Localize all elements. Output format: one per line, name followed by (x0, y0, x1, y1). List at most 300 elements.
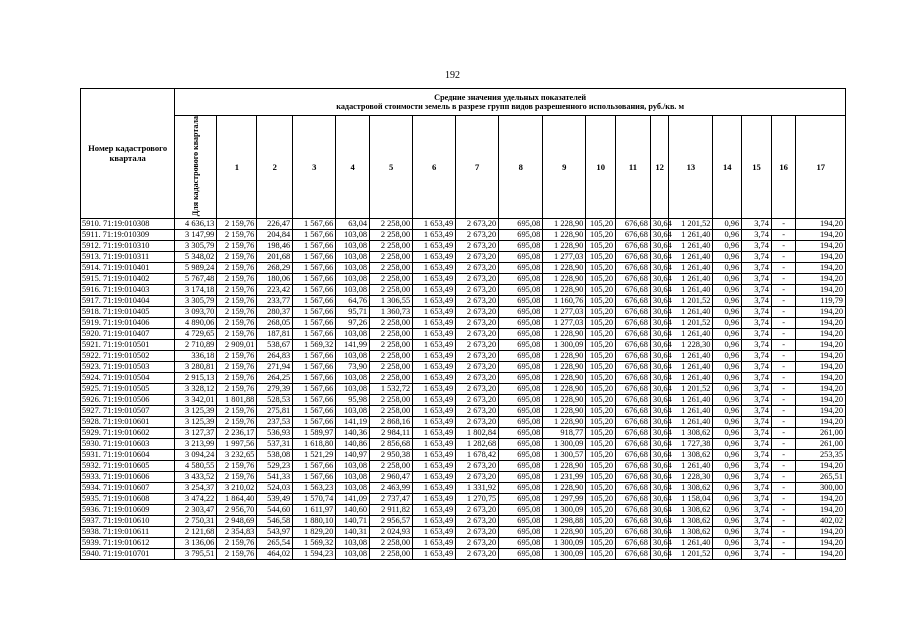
row-value: 194,20 (796, 251, 846, 262)
header-group-9: 9 (543, 116, 586, 219)
row-quarter-id: 5912. 71:19:010310 (81, 240, 175, 251)
row-value: 3 795,51 (175, 548, 217, 559)
row-value: - (771, 471, 796, 482)
table-row (81, 438, 846, 449)
row-value: 103,08 (336, 350, 370, 361)
row-value: 261,00 (796, 438, 846, 449)
row-value: 676,68 (616, 229, 651, 240)
row-value: 3 328,12 (175, 383, 217, 394)
row-value: 2 258,00 (370, 328, 413, 339)
row-value: 695,08 (499, 460, 543, 471)
row-value: 105,20 (586, 493, 616, 504)
row-value: 1 802,84 (456, 427, 499, 438)
row-value: 1 308,62 (669, 427, 713, 438)
row-value: 1 653,49 (413, 460, 456, 471)
row-quarter-id: 5922. 71:19:010502 (81, 350, 175, 361)
row-value: 1 653,49 (413, 273, 456, 284)
row-value: 2 258,00 (370, 251, 413, 262)
row-value: 1 653,49 (413, 251, 456, 262)
header-group-17: 17 (796, 116, 846, 219)
row-value: 2 159,76 (217, 317, 257, 328)
row-quarter-id: 5932. 71:19:010605 (81, 460, 175, 471)
row-value: 4 636,13 (175, 218, 217, 229)
row-value: 194,20 (796, 394, 846, 405)
row-value: 1 727,38 (669, 438, 713, 449)
row-value: 3 093,70 (175, 306, 217, 317)
table-row (81, 515, 846, 526)
row-value: 194,20 (796, 493, 846, 504)
row-value: 1 653,49 (413, 218, 456, 229)
row-value: 105,20 (586, 262, 616, 273)
row-value: 0,96 (713, 218, 742, 229)
row-value: 2 960,47 (370, 471, 413, 482)
table-row (81, 471, 846, 482)
row-value: 30,64 (650, 251, 668, 262)
row-value: 537,31 (257, 438, 293, 449)
row-value: 1 261,40 (669, 262, 713, 273)
row-value: 3,74 (742, 526, 772, 537)
row-value: 5 989,24 (175, 262, 217, 273)
header-group-2: 2 (257, 116, 293, 219)
row-value: 676,68 (616, 218, 651, 229)
row-value: 2 159,76 (217, 251, 257, 262)
row-value: 464,02 (257, 548, 293, 559)
row-value: 676,68 (616, 526, 651, 537)
row-value: 2 950,38 (370, 449, 413, 460)
row-value: 3,74 (742, 339, 772, 350)
row-value: 676,68 (616, 251, 651, 262)
row-value: 2 159,76 (217, 405, 257, 416)
row-value: 30,64 (650, 240, 668, 251)
row-value: 30,64 (650, 350, 668, 361)
row-quarter-id: 5927. 71:19:010507 (81, 405, 175, 416)
row-value: 1 653,49 (413, 515, 456, 526)
row-value: - (771, 394, 796, 405)
row-value: 3 305,79 (175, 295, 217, 306)
row-value: 105,20 (586, 416, 616, 427)
row-value: 194,20 (796, 460, 846, 471)
row-value: 194,20 (796, 383, 846, 394)
row-value: 2 673,20 (456, 460, 499, 471)
row-value: - (771, 240, 796, 251)
row-value: 1 300,09 (543, 339, 586, 350)
table-row (81, 427, 846, 438)
row-value: 1 653,49 (413, 350, 456, 361)
table-row (81, 416, 846, 427)
row-value: 0,96 (713, 251, 742, 262)
row-value: 3 174,18 (175, 284, 217, 295)
row-value: 0,96 (713, 306, 742, 317)
row-value: 103,08 (336, 328, 370, 339)
row-value: - (771, 416, 796, 427)
row-value: 1 201,52 (669, 295, 713, 306)
row-value: 2 673,20 (456, 405, 499, 416)
row-value: 30,64 (650, 262, 668, 273)
row-value: 695,08 (499, 504, 543, 515)
row-value: 264,25 (257, 372, 293, 383)
row-value: 103,08 (336, 240, 370, 251)
row-value: 676,68 (616, 460, 651, 471)
row-value: 695,08 (499, 526, 543, 537)
row-value: 1 618,80 (293, 438, 336, 449)
row-value: 2 915,13 (175, 372, 217, 383)
row-value: - (771, 383, 796, 394)
row-value: 1 308,62 (669, 504, 713, 515)
table-row (81, 295, 846, 306)
row-value: 2 159,76 (217, 471, 257, 482)
header-group-14: 14 (713, 116, 742, 219)
row-value: 1 228,90 (543, 328, 586, 339)
row-value: 1 653,49 (413, 405, 456, 416)
row-value: 0,96 (713, 427, 742, 438)
row-value: 1 569,32 (293, 339, 336, 350)
row-value: 676,68 (616, 383, 651, 394)
row-value: 695,08 (499, 372, 543, 383)
row-value: 695,08 (499, 548, 543, 559)
row-value: 0,96 (713, 350, 742, 361)
row-value: 0,96 (713, 394, 742, 405)
row-value: 0,96 (713, 526, 742, 537)
row-value: - (771, 548, 796, 559)
row-value: 4 729,65 (175, 328, 217, 339)
row-value: 194,20 (796, 526, 846, 537)
row-value: 2 258,00 (370, 240, 413, 251)
row-value: 141,19 (336, 416, 370, 427)
row-value: 194,20 (796, 218, 846, 229)
table-row (81, 262, 846, 273)
row-value: 1 228,90 (543, 273, 586, 284)
row-value: 1 653,49 (413, 438, 456, 449)
row-value: 30,64 (650, 460, 668, 471)
row-value: 2 948,69 (217, 515, 257, 526)
row-value: 402,02 (796, 515, 846, 526)
row-value: 695,08 (499, 273, 543, 284)
row-value: 0,96 (713, 471, 742, 482)
row-value: 3 474,22 (175, 493, 217, 504)
row-value: 676,68 (616, 471, 651, 482)
row-value: 1 261,40 (669, 372, 713, 383)
row-value: 1 261,40 (669, 460, 713, 471)
row-value: 1 653,49 (413, 526, 456, 537)
row-value: 2 911,82 (370, 504, 413, 515)
row-value: 2 159,76 (217, 273, 257, 284)
row-value: 2 956,57 (370, 515, 413, 526)
row-value: 3,74 (742, 482, 772, 493)
row-value: 2 673,20 (456, 372, 499, 383)
row-quarter-id: 5919. 71:19:010406 (81, 317, 175, 328)
row-value: 30,64 (650, 438, 668, 449)
row-value: 1 653,49 (413, 262, 456, 273)
row-value: 1 653,49 (413, 229, 456, 240)
row-value: 1 567,66 (293, 372, 336, 383)
row-value: 194,20 (796, 405, 846, 416)
row-value: 2 159,76 (217, 537, 257, 548)
row-value: 1 261,40 (669, 405, 713, 416)
row-value: 695,08 (499, 383, 543, 394)
row-value: 3,74 (742, 416, 772, 427)
row-value: 1 277,03 (543, 306, 586, 317)
row-value: 300,00 (796, 482, 846, 493)
table-row (81, 449, 846, 460)
row-value: 543,97 (257, 526, 293, 537)
row-value: 3,74 (742, 383, 772, 394)
row-value: 1 308,62 (669, 449, 713, 460)
row-value: 194,20 (796, 229, 846, 240)
table-row (81, 350, 846, 361)
row-value: 3,74 (742, 515, 772, 526)
row-value: 105,20 (586, 295, 616, 306)
header-group-11: 11 (616, 116, 651, 219)
row-value: 3 433,52 (175, 471, 217, 482)
row-value: - (771, 493, 796, 504)
row-value: 1 567,66 (293, 262, 336, 273)
row-value: 3,74 (742, 394, 772, 405)
row-value: 1 261,40 (669, 350, 713, 361)
row-quarter-id: 5926. 71:19:010506 (81, 394, 175, 405)
row-value: 105,20 (586, 284, 616, 295)
row-value: 3,74 (742, 372, 772, 383)
row-value: 1 270,75 (456, 493, 499, 504)
row-value: - (771, 460, 796, 471)
row-value: 528,53 (257, 394, 293, 405)
table-body (81, 218, 846, 559)
row-value: 2 868,16 (370, 416, 413, 427)
row-value: 1 261,40 (669, 284, 713, 295)
row-value: 1 653,49 (413, 471, 456, 482)
row-value: 194,20 (796, 350, 846, 361)
row-quarter-id: 5915. 71:19:010402 (81, 273, 175, 284)
row-value: 194,20 (796, 317, 846, 328)
row-value: 4 580,55 (175, 460, 217, 471)
row-value: 0,96 (713, 416, 742, 427)
header-for-quarter-label: Для кадастрового квартала (190, 116, 200, 217)
row-value: 1 308,62 (669, 526, 713, 537)
row-value: 2 673,20 (456, 548, 499, 559)
row-value: 1 300,09 (543, 548, 586, 559)
row-value: 2 673,20 (456, 240, 499, 251)
row-value: 1 653,49 (413, 339, 456, 350)
row-value: 1 611,97 (293, 504, 336, 515)
row-value: 180,06 (257, 273, 293, 284)
row-quarter-id: 5934. 71:19:010607 (81, 482, 175, 493)
row-value: 676,68 (616, 504, 651, 515)
row-quarter-id: 5918. 71:19:010405 (81, 306, 175, 317)
row-value: 194,20 (796, 537, 846, 548)
row-value: 141,09 (336, 493, 370, 504)
row-value: 0,96 (713, 383, 742, 394)
row-value: 1 297,99 (543, 493, 586, 504)
row-value: 2 673,20 (456, 339, 499, 350)
row-value: 97,26 (336, 317, 370, 328)
row-value: 1 360,73 (370, 306, 413, 317)
row-value: 204,84 (257, 229, 293, 240)
row-value: 194,20 (796, 416, 846, 427)
row-value: 103,08 (336, 229, 370, 240)
row-value: - (771, 262, 796, 273)
row-value: 30,64 (650, 372, 668, 383)
row-value: 2 159,76 (217, 262, 257, 273)
row-value: 1 653,49 (413, 317, 456, 328)
row-value: 676,68 (616, 273, 651, 284)
row-value: 2 258,00 (370, 548, 413, 559)
row-quarter-id: 5928. 71:19:010601 (81, 416, 175, 427)
row-quarter-id: 5913. 71:19:010311 (81, 251, 175, 262)
row-value: 676,68 (616, 416, 651, 427)
row-value: 5 348,02 (175, 251, 217, 262)
row-value: 237,53 (257, 416, 293, 427)
row-value: 3,74 (742, 504, 772, 515)
row-quarter-id: 5923. 71:19:010503 (81, 361, 175, 372)
row-value: 1 653,49 (413, 493, 456, 504)
row-value: 538,08 (257, 449, 293, 460)
row-quarter-id: 5937. 71:19:010610 (81, 515, 175, 526)
row-value: 140,36 (336, 427, 370, 438)
row-value: 676,68 (616, 548, 651, 559)
row-value: 1 261,40 (669, 229, 713, 240)
row-value: 2 159,76 (217, 284, 257, 295)
row-value: 1 653,49 (413, 383, 456, 394)
row-value: 105,20 (586, 515, 616, 526)
row-value: 676,68 (616, 405, 651, 416)
row-value: 105,20 (586, 372, 616, 383)
row-value: 3,74 (742, 438, 772, 449)
row-quarter-id: 5931. 71:19:010604 (81, 449, 175, 460)
row-value: 1 570,74 (293, 493, 336, 504)
row-value: - (771, 273, 796, 284)
row-value: 3,74 (742, 471, 772, 482)
row-quarter-id: 5914. 71:19:010401 (81, 262, 175, 273)
table-row (81, 460, 846, 471)
table-row (81, 240, 846, 251)
row-value: 0,96 (713, 548, 742, 559)
table-row (81, 537, 846, 548)
row-value: 1 653,49 (413, 306, 456, 317)
row-value: 1 567,66 (293, 251, 336, 262)
table-row (81, 405, 846, 416)
row-value: 3,74 (742, 427, 772, 438)
row-value: 1 282,68 (456, 438, 499, 449)
row-quarter-id: 5935. 71:19:010608 (81, 493, 175, 504)
row-value: 1 228,90 (543, 405, 586, 416)
row-value: 1 261,40 (669, 361, 713, 372)
row-value: 695,08 (499, 427, 543, 438)
row-value: 0,96 (713, 262, 742, 273)
row-value: 3 127,37 (175, 427, 217, 438)
row-value: 105,20 (586, 240, 616, 251)
header-quarter-number: Номер кадастрового квартала (81, 89, 175, 219)
header-main-line2: кадастровой стоимости земель в разрезе групп видов разрешенного использования, руб./кв. м (336, 102, 685, 111)
row-value: 2 159,76 (217, 383, 257, 394)
row-value: 1 594,23 (293, 548, 336, 559)
row-value: 103,08 (336, 460, 370, 471)
row-value: 2 159,76 (217, 416, 257, 427)
row-value: 1 567,66 (293, 383, 336, 394)
row-value: 1 532,72 (370, 383, 413, 394)
row-value: 261,00 (796, 427, 846, 438)
row-value: 2 673,20 (456, 416, 499, 427)
row-value: 1 653,49 (413, 328, 456, 339)
row-value: 695,08 (499, 471, 543, 482)
row-value: 3 125,39 (175, 405, 217, 416)
row-value: 676,68 (616, 240, 651, 251)
row-value: 3,74 (742, 537, 772, 548)
row-value: 2 673,20 (456, 328, 499, 339)
row-value: 1 880,10 (293, 515, 336, 526)
row-value: 0,96 (713, 438, 742, 449)
row-value: 1 228,30 (669, 471, 713, 482)
row-value: 194,20 (796, 273, 846, 284)
row-value: 264,83 (257, 350, 293, 361)
row-value: 1 653,49 (413, 372, 456, 383)
row-value: 194,20 (796, 240, 846, 251)
row-value: - (771, 372, 796, 383)
row-value: 233,77 (257, 295, 293, 306)
row-value: 1 228,90 (543, 361, 586, 372)
row-value: 103,08 (336, 548, 370, 559)
row-value: 2 258,00 (370, 350, 413, 361)
row-value: 1 864,40 (217, 493, 257, 504)
row-value: 1 567,66 (293, 317, 336, 328)
row-value: 1 228,90 (543, 240, 586, 251)
row-value: 2 159,76 (217, 240, 257, 251)
row-value: 1 201,52 (669, 218, 713, 229)
row-value: 2 673,20 (456, 383, 499, 394)
row-value: 1 201,52 (669, 317, 713, 328)
row-value: 676,68 (616, 317, 651, 328)
row-value: 695,08 (499, 350, 543, 361)
row-value: 2 159,76 (217, 218, 257, 229)
row-value: 30,64 (650, 416, 668, 427)
row-value: 194,20 (796, 548, 846, 559)
header-group-12: 12 (650, 116, 668, 219)
row-value: 676,68 (616, 350, 651, 361)
row-value: 1 261,40 (669, 306, 713, 317)
row-value: 695,08 (499, 493, 543, 504)
row-value: 1 653,49 (413, 295, 456, 306)
row-value: 1 300,09 (543, 504, 586, 515)
row-value: 1 653,49 (413, 537, 456, 548)
table-row (81, 273, 846, 284)
row-quarter-id: 5936. 71:19:010609 (81, 504, 175, 515)
header-group-16: 16 (771, 116, 796, 219)
table-row (81, 251, 846, 262)
row-value: 676,68 (616, 284, 651, 295)
row-value: 1 653,49 (413, 284, 456, 295)
row-quarter-id: 5924. 71:19:010504 (81, 372, 175, 383)
row-value: 95,71 (336, 306, 370, 317)
row-value: 0,96 (713, 482, 742, 493)
row-value: 544,60 (257, 504, 293, 515)
row-value: - (771, 339, 796, 350)
row-value: 1 653,49 (413, 449, 456, 460)
row-value: 105,20 (586, 361, 616, 372)
row-value: - (771, 229, 796, 240)
row-value: 194,20 (796, 372, 846, 383)
row-value: 3,74 (742, 218, 772, 229)
row-value: 194,20 (796, 328, 846, 339)
table-row (81, 504, 846, 515)
row-value: - (771, 526, 796, 537)
table-row (81, 218, 846, 229)
row-value: 1 653,49 (413, 427, 456, 438)
row-value: 30,64 (650, 504, 668, 515)
row-value: 2 984,11 (370, 427, 413, 438)
row-quarter-id: 5911. 71:19:010309 (81, 229, 175, 240)
row-value: 140,86 (336, 438, 370, 449)
row-value: 676,68 (616, 306, 651, 317)
row-value: 1 261,40 (669, 240, 713, 251)
row-value: 546,58 (257, 515, 293, 526)
